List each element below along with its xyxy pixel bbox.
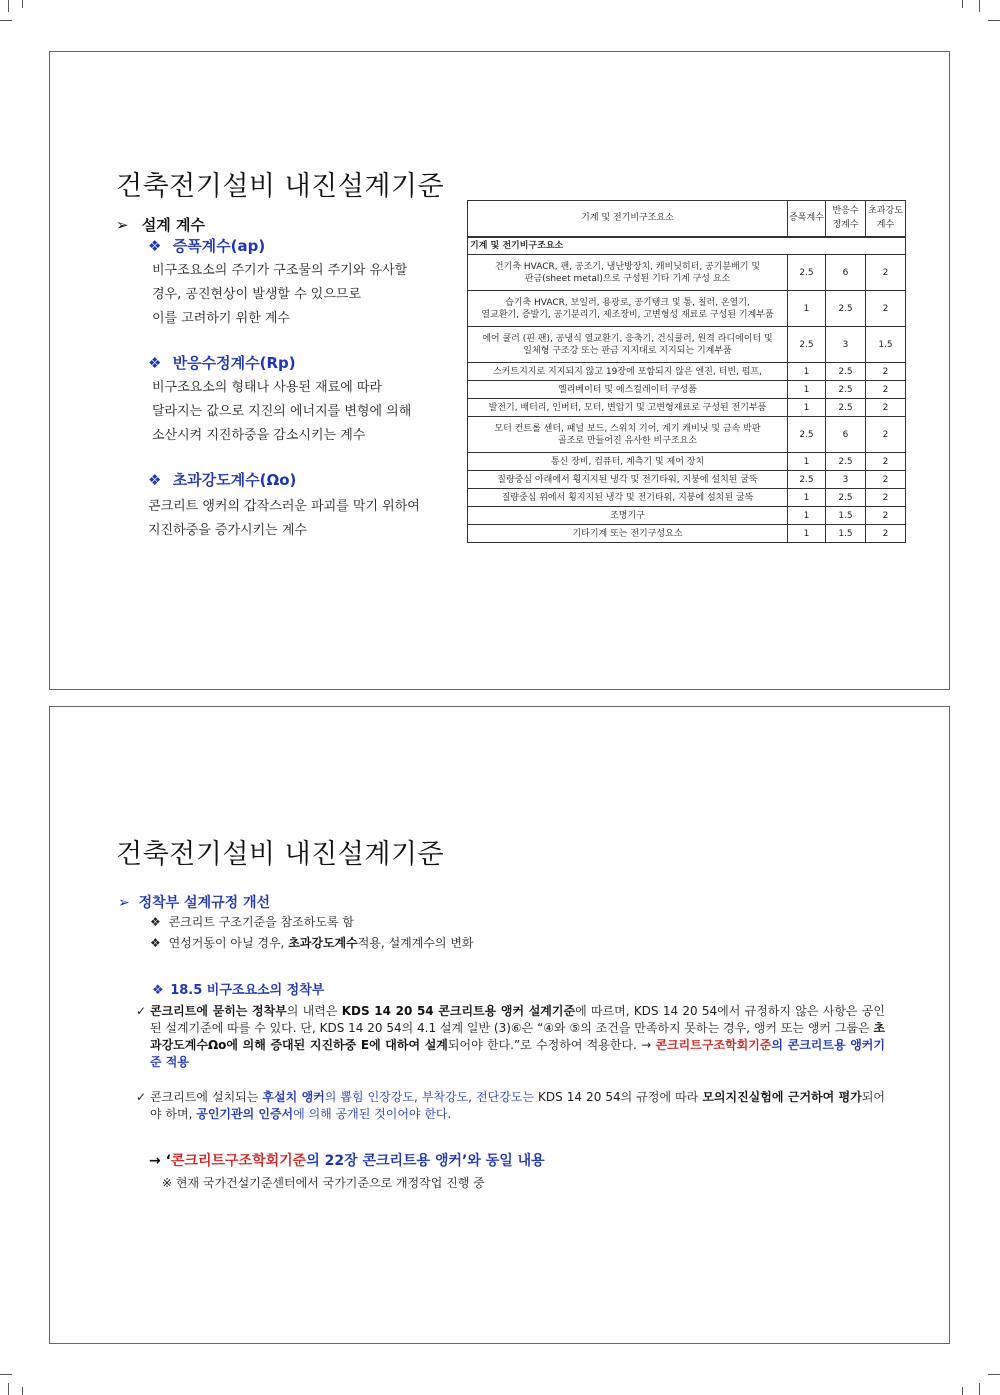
crop-mark (0, 20, 12, 21)
factor-heading-omega (148, 469, 296, 490)
overstrength-cell: 2 (866, 381, 906, 399)
table-row (468, 489, 906, 507)
subsection-heading (152, 979, 324, 998)
overstrength-cell: 2 (866, 399, 906, 417)
slide-title: 건축전기설비 내진설계기준 (116, 839, 445, 870)
component-name-cell: 통신 장비, 컴퓨터, 계측기 및 제어 장치 (468, 453, 788, 471)
amplification-cell: 1 (788, 453, 826, 471)
table-row (468, 453, 906, 471)
component-name-cell: 습기축 HVACR, 보일러, 용광로, 공기탱크 및 통, 칠러, 온열기, 열교환기, 증발기, 공기분리기, 제조장비, 고변형성 재료로 구성된 기계부품 (468, 291, 788, 327)
body-text: 되어야 하며, (150, 1090, 885, 1121)
component-name-cell: 질량중심 아래에서 횡지지된 냉각 및 전기타워, 지붕에 설치된 굴뚝 (468, 471, 788, 489)
conclusion-arrow: → ‘ (149, 1153, 171, 1169)
factor-description-rp (152, 376, 411, 448)
response-modification-cell: 2.5 (826, 381, 866, 399)
crop-mark (22, 1387, 23, 1395)
factor-heading-text: 증폭계수(ap) (172, 237, 266, 255)
overstrength-cell: 2 (866, 291, 906, 327)
emphasis-text: 초과강도계수Ωo에 의해 증대된 지진하중 E에 대하여 설계 (150, 1021, 885, 1052)
header-amplification: 증폭계수 (788, 201, 826, 237)
description-line: 콘크리트 앵커의 갑작스러운 파괴를 막기 위하여 (148, 499, 420, 514)
header-overstrength: 초과강도 계수 (866, 201, 906, 237)
overstrength-cell: 2 (866, 507, 906, 525)
slide-anchorage-rules (49, 706, 950, 1344)
crop-mark (22, 0, 23, 8)
factor-description-omega (148, 495, 420, 543)
diamond-bullet-icon: ❖ (148, 237, 162, 255)
header-component: 기계 및 전기비구조요소 (468, 201, 788, 237)
emphasis-text: 콘크리트에 묻히는 정착부 (150, 1004, 287, 1018)
table-row (468, 507, 906, 525)
blue-emphasis: 의 콘크리트용 앵커기준 적용 (150, 1038, 885, 1069)
arrow-bullet-icon: ➢ (116, 216, 129, 234)
diamond-bullet-icon: ❖ (150, 936, 161, 950)
table-row (468, 255, 906, 291)
response-modification-cell: 3 (826, 471, 866, 489)
blue-text: 에 의해 공개된 것이어야 한다. (293, 1107, 452, 1121)
table-row (468, 525, 906, 543)
response-modification-cell: 3 (826, 327, 866, 363)
table-row (468, 471, 906, 489)
amplification-cell: 1 (788, 525, 826, 543)
overstrength-cell: 1.5 (866, 327, 906, 363)
factor-heading-text: 초과강도계수(Ωo) (172, 471, 297, 489)
body-text: 콘크리트에 설치되는 (150, 1090, 263, 1104)
description-line: 소산시켜 지진하중을 감소시키는 계수 (152, 428, 366, 443)
blue-emphasis: 후설치 앵커 (262, 1090, 325, 1104)
conclusion-text: 의 22장 콘크리트용 앵커’와 동일 내용 (306, 1153, 545, 1169)
description-line: 비구조요소의 형태나 사용된 재료에 따라 (152, 380, 383, 395)
check-mark-icon: ✓ (136, 1090, 147, 1104)
standard-reference: KDS 14 20 54 콘크리트용 앵커 설계기준 (341, 1004, 576, 1018)
header-response-modification: 반응수 정계수 (826, 201, 866, 237)
amplification-cell: 2.5 (788, 417, 826, 453)
red-emphasis: 콘크리트구조학회기준 (170, 1153, 307, 1169)
factor-heading-ap (148, 235, 265, 256)
description-line: 달라지는 값으로 지진의 에너지를 변형에 의해 (152, 404, 412, 419)
table-row (468, 291, 906, 327)
diamond-bullet-icon: ❖ (148, 354, 162, 372)
response-modification-cell: 2.5 (826, 363, 866, 381)
amplification-cell: 1 (788, 399, 826, 417)
amplification-cell: 1 (788, 381, 826, 399)
bullet-item (150, 914, 354, 931)
emphasis-text: 모의지진실험에 근거하여 평가 (702, 1090, 862, 1104)
description-line: 이를 고려하기 위한 계수 (152, 311, 290, 326)
crop-mark (962, 1387, 963, 1395)
crop-mark (988, 20, 1000, 21)
response-modification-cell: 2.5 (826, 453, 866, 471)
response-modification-cell: 1.5 (826, 507, 866, 525)
blue-emphasis: 공인기관의 인증서 (196, 1107, 294, 1121)
slide-design-factors (49, 51, 950, 690)
body-text: 에 따르며, KDS 14 20 54에서 규정하지 않은 사항은 공인된 설계기준에 따를 수 있다. 단, KDS 14 20 54의 4.1 설계 일반 (3)⑥은 “④와 ⑤의 조건을 만족하지 못하는 경우, 앵커 또는 앵커 그룹은 (150, 1004, 885, 1035)
seismic-factor-table (467, 200, 906, 543)
bullet-text: 콘크리트 구조기준을 참조하도록 함 (168, 915, 354, 929)
table-header-row (468, 201, 906, 237)
description-line: 지진하중을 증가시키는 계수 (148, 523, 307, 538)
overstrength-cell: 2 (866, 471, 906, 489)
bullet-text: 연성거동이 아닐 경우, (168, 936, 289, 950)
component-name-cell: 에어 쿨러 (핀 팬), 공냉식 열교환기, 응축기, 건식쿨러, 원격 라디에이터 및 일체형 구조강 또는 판금 지지대로 지지되는 기계부품 (468, 327, 788, 363)
amplification-cell: 1 (788, 507, 826, 525)
body-text: KDS 14 20 54의 규정에 따라 (534, 1090, 703, 1104)
body-text: 의 내력은 (286, 1004, 342, 1018)
response-modification-cell: 2.5 (826, 291, 866, 327)
overstrength-cell: 2 (866, 525, 906, 543)
response-modification-cell: 6 (826, 417, 866, 453)
factor-description-ap (152, 259, 407, 331)
overstrength-cell: 2 (866, 417, 906, 453)
diamond-bullet-icon: ❖ (148, 471, 162, 489)
response-modification-cell: 1.5 (826, 525, 866, 543)
component-name-cell: 조명기구 (468, 507, 788, 525)
bullet-item (150, 935, 474, 952)
bullet-emphasis: 초과강도계수 (288, 936, 358, 950)
body-text: 되어야 한다.”로 수정하여 적용한다. → (447, 1038, 656, 1052)
table-row (468, 399, 906, 417)
response-modification-cell: 2.5 (826, 489, 866, 507)
amplification-cell: 2.5 (788, 471, 826, 489)
section-heading (116, 214, 205, 235)
footnote: ※ 현재 국가건설기준센터에서 국가기준으로 개정작업 진행 중 (162, 1176, 485, 1190)
component-name-cell: 질량중심 위에서 횡지지된 냉각 및 전기타워, 지붕에 설치된 굴뚝 (468, 489, 788, 507)
component-name-cell: 발전기, 배터리, 인버터, 모터, 변압기 및 고변형재료로 구성된 전기부품 (468, 399, 788, 417)
amplification-cell: 2.5 (788, 327, 826, 363)
bullet-text: 적용, 설계계수의 변화 (357, 936, 474, 950)
description-line: 경우, 공진현상이 발생할 수 있으므로 (152, 287, 362, 302)
component-name-cell: 기타기계 또는 전기구성요소 (468, 525, 788, 543)
amplification-cell: 1 (788, 363, 826, 381)
table-group-row (468, 237, 906, 255)
overstrength-cell: 2 (866, 363, 906, 381)
red-emphasis: 콘크리트구조학회기준 (655, 1038, 772, 1052)
arrow-bullet-icon: ➢ (118, 895, 130, 911)
subsection-heading-text: 18.5 비구조요소의 정착부 (170, 983, 325, 998)
crop-mark (962, 0, 963, 8)
table-row (468, 327, 906, 363)
diamond-bullet-icon: ❖ (150, 915, 161, 929)
amplification-cell: 1 (788, 489, 826, 507)
crop-mark (979, 0, 980, 12)
amplification-cell: 1 (788, 291, 826, 327)
crop-mark (979, 1383, 980, 1395)
section-heading-text: 정착부 설계규정 개선 (138, 895, 271, 911)
table-row (468, 363, 906, 381)
section-heading (118, 892, 270, 912)
response-modification-cell: 6 (826, 255, 866, 291)
component-name-cell: 스커트지지로 지지되지 않고 19장에 포함되지 않은 엔진, 터빈, 펌프, (468, 363, 788, 381)
overstrength-cell: 2 (866, 453, 906, 471)
factor-heading-rp (148, 352, 296, 373)
crop-mark (0, 1374, 12, 1375)
check-item-post-installed-anchor (136, 1089, 885, 1123)
component-name-cell: 모터 컨트롤 센터, 패널 보드, 스위치 기어, 계기 캐비닛 및 금속 박판 골조로 만들어진 유사한 비구조요소 (468, 417, 788, 453)
amplification-cell: 2.5 (788, 255, 826, 291)
crop-mark (8, 1383, 9, 1395)
factor-heading-text: 반응수정계수(Rp) (172, 354, 296, 372)
description-line: 비구조요소의 주기가 구조물의 주기와 유사할 (152, 263, 408, 278)
response-modification-cell: 2.5 (826, 399, 866, 417)
check-item-embedded-anchor (136, 1003, 885, 1071)
overstrength-cell: 2 (866, 255, 906, 291)
overstrength-cell: 2 (866, 489, 906, 507)
crop-mark (8, 0, 9, 12)
table-row (468, 417, 906, 453)
check-mark-icon: ✓ (136, 1004, 147, 1018)
section-heading-text: 설계 계수 (141, 216, 205, 234)
crop-mark (988, 1374, 1000, 1375)
group-label: 기계 및 전기비구조요소 (468, 237, 906, 255)
blue-text: 의 뽑힘 인장강도, 부착강도, 전단강도는 (324, 1090, 534, 1104)
table-row (468, 381, 906, 399)
component-name-cell: 건기축 HVACR, 팬, 공조기, 냉난방장치, 캐비닛히터, 공기분배기 및 판금(sheet metal)으로 구성된 기타 기계 구성 요소 (468, 255, 788, 291)
slide-title: 건축전기설비 내진설계기준 (116, 171, 445, 202)
conclusion-line (149, 1150, 545, 1170)
diamond-bullet-icon: ❖ (152, 983, 164, 998)
component-name-cell: 엘리베이터 및 에스컬레이터 구성품 (468, 381, 788, 399)
